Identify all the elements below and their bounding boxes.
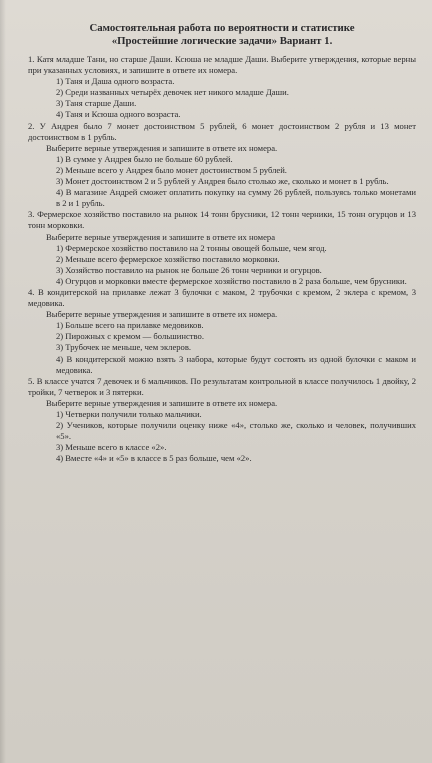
task-statement: 2. У Андрея было 7 монет достоинством 5 рублей, 6 монет достоинством 2 рубля и 13 монет достоинством в 1 рубль. [28, 120, 416, 142]
task-2 [28, 121, 416, 210]
task-option: 1) Больше всего на прилавке медовиков. [56, 320, 204, 331]
task-option: 2) Меньше всего у Андрея было монет достоинством 5 рублей. [56, 164, 287, 175]
task-option: 3) Таня старше Даши. [56, 98, 137, 109]
title-line-2: «Простейшие логические задачи» Вариант 1. [111, 35, 333, 47]
task-option: 2) Пирожных с кремом — большинство. [56, 331, 204, 342]
task-instruction: Выберите верные утверждения и запишите в ответе их номера [46, 231, 276, 242]
task-option: 1) Фермерское хозяйство поставило на 2 тонны овощей больше, чем ягод. [56, 242, 327, 253]
worksheet-title [28, 22, 416, 48]
task-instruction: Выберите верные утверждения и запишите в ответе их номера. [46, 397, 278, 408]
task-5 [28, 376, 416, 465]
task-statement: 1. Катя младше Тани, но старше Даши. Ксюша не младше Даши. Выберите утверждения, которые верны при указанных условиях, и запишите в ответе их номера. [28, 54, 416, 76]
task-4 [28, 287, 416, 376]
task-option: 4) Таня и Ксюша одного возраста. [56, 109, 181, 120]
title-line-1: Самостоятельная работа по вероятности и статистике [89, 22, 355, 34]
task-option: 2) Среди названных четырёх девочек нет никого младше Даши. [56, 87, 289, 98]
task-1 [28, 54, 416, 121]
page-fold-shadow [0, 0, 6, 763]
task-statement: 4. В кондитерской на прилавке лежат 3 булочки с маком, 2 трубочки с кремом, 2 эклера с кремом, 3 медовика. [28, 286, 416, 309]
task-statement: 3. Фермерское хозяйство поставило на рынок 14 тонн брусники, 12 тонн черники, 15 тонн огурцов и 13 тонн морковки. [28, 209, 416, 231]
task-option: 4) В кондитерской можно взять 3 набора, которые будут состоять из одной булочки с маком и медовика. [56, 353, 416, 375]
task-option: 4) В магазине Андрей сможет оплатить покупку на сумму 26 рублей, пользуясь только монетами в 2 и 1 рубль. [56, 187, 416, 209]
task-option: 3) Трубочек не меньше, чем эклеров. [56, 342, 192, 353]
task-option: 1) Таня и Даша одного возраста. [56, 76, 175, 87]
task-option: 4) Огурцов и морковки вместе фермерское хозяйство поставило в 2 раза больше, чем брусники. [56, 275, 407, 286]
task-instruction: Выберите верные утверждения и запишите в ответе их номера. [46, 142, 278, 153]
task-option: 3) Меньше всего в классе «2». [56, 442, 167, 453]
task-option: 3) Хозяйство поставило на рынок не больше 26 тонн черники и огурцов. [56, 264, 322, 275]
task-option: 3) Монет достоинством 2 и 5 рублей у Андрея было столько же, сколько и монет в 1 рубль. [56, 176, 389, 187]
task-option: 2) Учеников, которые получили оценку ниже «4», столько же, сколько и человек, получивших «5». [56, 420, 416, 442]
task-statement: 5. В классе учатся 7 девочек и 6 мальчиков. По результатам контрольной в классе получилось 1 двойку, 2 тройки, 7 четверок и 3 пятерки. [28, 375, 416, 397]
task-list [28, 54, 416, 464]
task-instruction: Выберите верные утверждения и запишите в ответе их номера. [46, 309, 278, 320]
task-3 [28, 209, 416, 287]
task-option: 1) Четверки получили только мальчики. [56, 409, 202, 419]
task-option: 1) В сумме у Андрея было не больше 60 рублей. [56, 153, 233, 164]
task-option: 4) Вместе «4» и «5» в классе в 5 раз больше, чем «2». [56, 453, 252, 464]
task-option: 2) Меньше всего фермерское хозяйство поставило морковки. [56, 253, 280, 264]
